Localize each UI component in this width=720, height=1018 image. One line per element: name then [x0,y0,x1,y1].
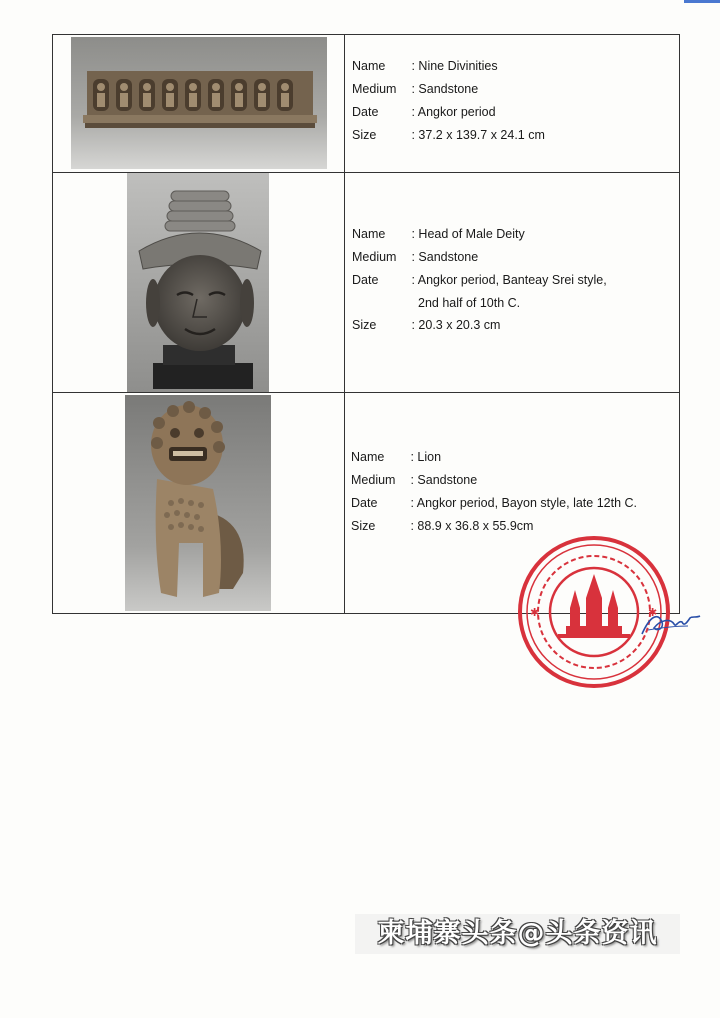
svg-text:✱: ✱ [530,606,540,619]
date-value: : Angkor period, Bayon style, late 12th C. [410,496,638,510]
size-label: Size [352,128,377,142]
name-label: Name [352,227,386,241]
handwritten-signature [640,606,702,640]
date-value: : Angkor period, Banteay Srei style, [411,273,607,287]
source-watermark: 柬埔寨头条@头条资讯 [355,914,680,954]
name-field [351,450,441,464]
date-field [351,496,637,510]
name-value: : Head of Male Deity [411,227,525,241]
size-value: : 88.9 x 36.8 x 55.9cm [410,519,534,533]
date-label: Date [351,496,378,510]
medium-label: Medium [351,473,396,487]
date-value: : Angkor period [411,105,496,119]
head-of-male-deity-photo [53,173,345,392]
top-edge-mark [684,0,720,3]
size-field [351,519,533,533]
size-field [352,318,500,332]
medium-label: Medium [352,250,397,264]
lion-statue-photo [53,393,345,613]
table-row [53,173,679,393]
artifact-photo-cell [53,393,345,613]
artifact-photo-cell [53,35,345,172]
svg-text:✱: ✱ [648,606,658,619]
date-field [352,273,607,310]
size-field [352,128,545,142]
medium-field [351,473,477,487]
date-field [352,105,496,119]
artifact-catalog-table [52,34,680,614]
medium-field [352,250,478,264]
artifact-info-cell [345,173,679,392]
table-row [53,35,679,173]
name-field [352,227,525,241]
medium-field [352,82,478,96]
angkor-temple-icon [558,574,630,638]
name-label: Name [351,450,385,464]
name-label: Name [352,59,386,73]
size-label: Size [352,318,377,332]
medium-value: : Sandstone [411,250,479,264]
date-label: Date [352,273,379,287]
name-field [352,59,498,73]
name-value: : Lion [410,450,442,464]
date-value-continued: 2nd half of 10th C. [418,296,521,310]
artifact-photo-cell [53,173,345,392]
artifact-info-cell [345,35,679,172]
name-value: : Nine Divinities [411,59,498,73]
size-value: : 37.2 x 139.7 x 24.1 cm [411,128,545,142]
medium-value: : Sandstone [410,473,478,487]
size-value: : 20.3 x 20.3 cm [411,318,501,332]
nine-divinities-lintel-photo [53,35,345,172]
size-label: Size [351,519,376,533]
date-label: Date [352,105,379,119]
medium-value: : Sandstone [411,82,479,96]
medium-label: Medium [352,82,397,96]
